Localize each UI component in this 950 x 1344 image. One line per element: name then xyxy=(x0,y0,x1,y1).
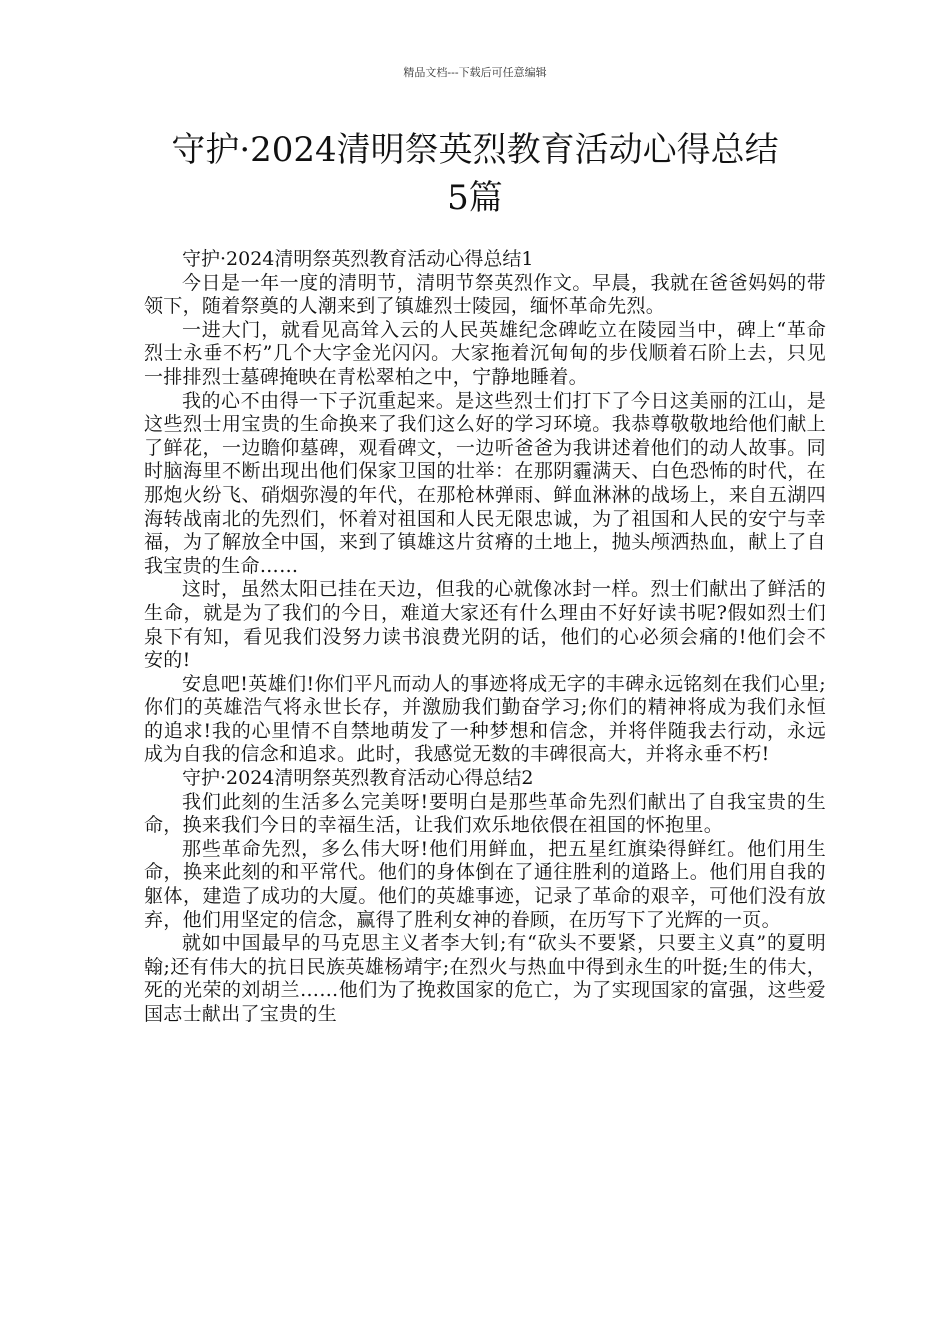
document-body xyxy=(144,248,826,1027)
body-paragraph: 我的心不由得一下子沉重起来。是这些烈士们打下了今日这美丽的江山，是这些烈士用宝贵的生命换来了我们这么好的学习环境。我恭尊敬敬地给他们献上了鲜花，一边瞻仰墓碑，观看碑文，一边听爸爸为我讲述着他们的动人故事。同时脑海里不断出现出他们保家卫国的壮举：在那阴霾满天、白色恐怖的时代，在那炮火纷飞、硝烟弥漫的年代，在那枪林弹雨、鲜血淋淋的战场上，来自五湖四海转战南北的先烈们，怀着对祖国和人民无限忠诚，为了祖国和人民的安宁与幸福，为了解放全中国，来到了镇雄这片贫瘠的土地上，抛头颅洒热血，献上了自我宝贵的生命…… xyxy=(144,389,826,577)
body-paragraph: 那些革命先烈，多么伟大呀!他们用鲜血，把五星红旗染得鲜红。他们用生命，换来此刻的和平常代。他们的身体倒在了通往胜利的道路上。他们用自我的躯体，建造了成功的大厦。他们的英雄事迹，记录了革命的艰辛，可他们没有放弃，他们用坚定的信念，赢得了胜利女神的眷顾，在历写下了光辉的一页。 xyxy=(144,837,826,931)
body-paragraph: 这时，虽然太阳已挂在天边，但我的心就像冰封一样。烈士们献出了鲜活的生命，就是为了我们的今日，难道大家还有什么理由不好好读书呢?假如烈士们泉下有知，看见我们没努力读书浪费光阴的话，他们的心必须会痛的!他们会不安的! xyxy=(144,578,826,672)
document-title-line-1: 守护·2024清明祭英烈教育活动心得总结 xyxy=(171,130,779,170)
body-paragraph: 一进大门，就看见高耸入云的人民英雄纪念碑屹立在陵园当中，碑上“革命烈士永垂不朽”几个大字金光闪闪。大家拖着沉甸甸的步伐顺着石阶上去，只见一排排烈士墓碑掩映在青松翠柏之中，宁静地睡着。 xyxy=(144,318,826,388)
body-paragraph: 我们此刻的生活多么完美呀!要明白是那些革命先烈们献出了自我宝贵的生命，换来我们今日的幸福生活，让我们欢乐地依偎在祖国的怀抱里。 xyxy=(144,790,826,837)
page-header-note: 精品文档---下载后可任意编辑 xyxy=(403,66,547,79)
body-paragraph: 安息吧!英雄们!你们平凡而动人的事迹将成无字的丰碑永远铭刻在我们心里;你们的英雄浩气将永世长存，并激励我们勤奋学习;你们的精神将成为我们永恒的追求!我的心里情不自禁地萌发了一种梦想和信念，并将伴随我去行动，永远成为自我的信念和追求。此时，我感觉无数的丰碑很高大，并将永垂不朽! xyxy=(144,672,826,766)
document-title xyxy=(120,126,830,222)
document-title-line-2: 5篇 xyxy=(447,178,503,218)
section-heading: 守护·2024清明祭英烈教育活动心得总结2 xyxy=(182,767,534,790)
body-paragraph: 就如中国最早的马克思主义者李大钊;有“砍头不要紧，只要主义真”的夏明翰;还有伟大的抗日民族英雄杨靖宇;在烈火与热血中得到永生的叶挺;生的伟大，死的光荣的刘胡兰……他们为了挽救国家的危亡，为了实现国家的富强，这些爱国志士献出了宝贵的生 xyxy=(144,932,826,1025)
section-heading: 守护·2024清明祭英烈教育活动心得总结1 xyxy=(182,248,534,270)
body-paragraph: 今日是一年一度的清明节，清明节祭英烈作文。早晨，我就在爸爸妈妈的带领下，随着祭奠的人潮来到了镇雄烈士陵园，缅怀革命先烈。 xyxy=(144,271,826,318)
